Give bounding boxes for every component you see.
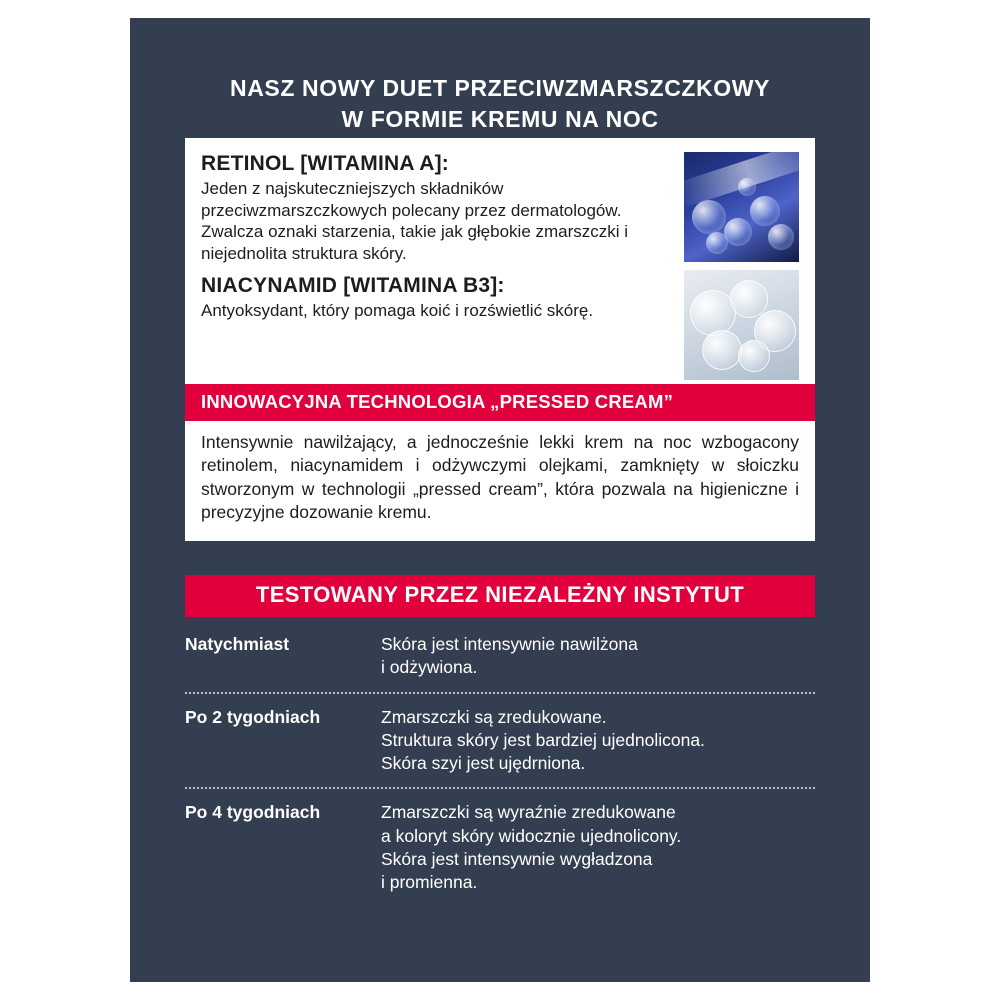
headline-line-1: NASZ NOWY DUET PRZECIWZMARSZCZKOWY	[230, 75, 770, 101]
water-bubble	[702, 330, 742, 370]
result-line: Skóra szyi jest ujędrniona.	[381, 753, 586, 774]
ingredient-title-niacynamid: NIACYNAMID [WITAMINA B3]:	[201, 274, 505, 298]
water-bubbles-photo	[684, 270, 799, 380]
capsule-bubble	[706, 232, 728, 254]
dark-panel	[130, 18, 870, 982]
technology-bar: INNOWACYJNA TECHNOLOGIA „PRESSED CREAM”	[185, 384, 815, 421]
page-title	[170, 73, 830, 135]
retinol-capsules-photo	[684, 152, 799, 262]
result-line: Skóra jest intensywnie nawilżona	[381, 634, 638, 654]
ingredients-card	[185, 138, 815, 541]
technology-section	[185, 421, 815, 541]
ingredient-body-niacynamid: Antyoksydant, który pomaga koić i rozświetlić skórę.	[201, 301, 594, 321]
capsule-bubble	[738, 178, 756, 196]
ingredient-title-retinol: RETINOL [WITAMINA A]:	[201, 152, 449, 175]
result-label: Natychmiast	[185, 634, 290, 654]
result-line: Struktura skóry jest bardziej ujednolicona.	[381, 729, 705, 750]
result-line: i odżywiona.	[381, 657, 478, 678]
result-label: Po 2 tygodniach	[185, 706, 321, 727]
result-line: a koloryt skóry widocznie ujednolicony.	[381, 825, 682, 846]
capsule-bubble	[724, 218, 752, 246]
capsule-bubble	[692, 200, 726, 234]
headline-line-2: W FORMIE KREMU NA NOC	[341, 106, 659, 133]
capsule-bubble	[768, 224, 794, 250]
ingredients-section	[185, 138, 815, 384]
result-text	[381, 633, 638, 680]
result-line: Zmarszczki są wyraźnie zredukowane	[381, 802, 676, 823]
tested-bar: TESTOWANY PRZEZ NIEZALEŻNY INSTYTUT	[185, 575, 815, 617]
result-row	[185, 694, 815, 788]
ingredient-body-retinol: Jeden z najskuteczniejszych składników przeciwzmarszczkowych polecany przez dermatologów. Zwalcza oznaki starzenia, takie jak głębokie zmarszczki i niejednolita struktura skóry.	[201, 179, 629, 263]
result-text	[381, 706, 705, 776]
water-bubble	[738, 340, 770, 372]
result-row	[185, 789, 815, 906]
result-label: Po 4 tygodniach	[185, 802, 321, 823]
result-text	[381, 801, 681, 894]
water-bubble	[730, 280, 768, 318]
ingredient-images	[684, 152, 799, 388]
result-line: Zmarszczki są zredukowane.	[381, 706, 607, 727]
result-row	[185, 621, 815, 692]
result-line: Skóra jest intensywnie wygładzona	[381, 848, 653, 869]
results-list	[185, 621, 815, 906]
technology-description: Intensywnie nawilżający, a jednocześnie lekki krem na noc wzbogacony retinolem, niacynamidem i odżywczymi olejkami, zamknięty w słoiczku stworzonym w technologii „pressed cream”, która pozwala na higieniczne i precyzyjne dozowanie kremu.	[201, 432, 799, 523]
result-line: i promienna.	[381, 872, 478, 893]
capsule-bubble	[750, 196, 780, 226]
